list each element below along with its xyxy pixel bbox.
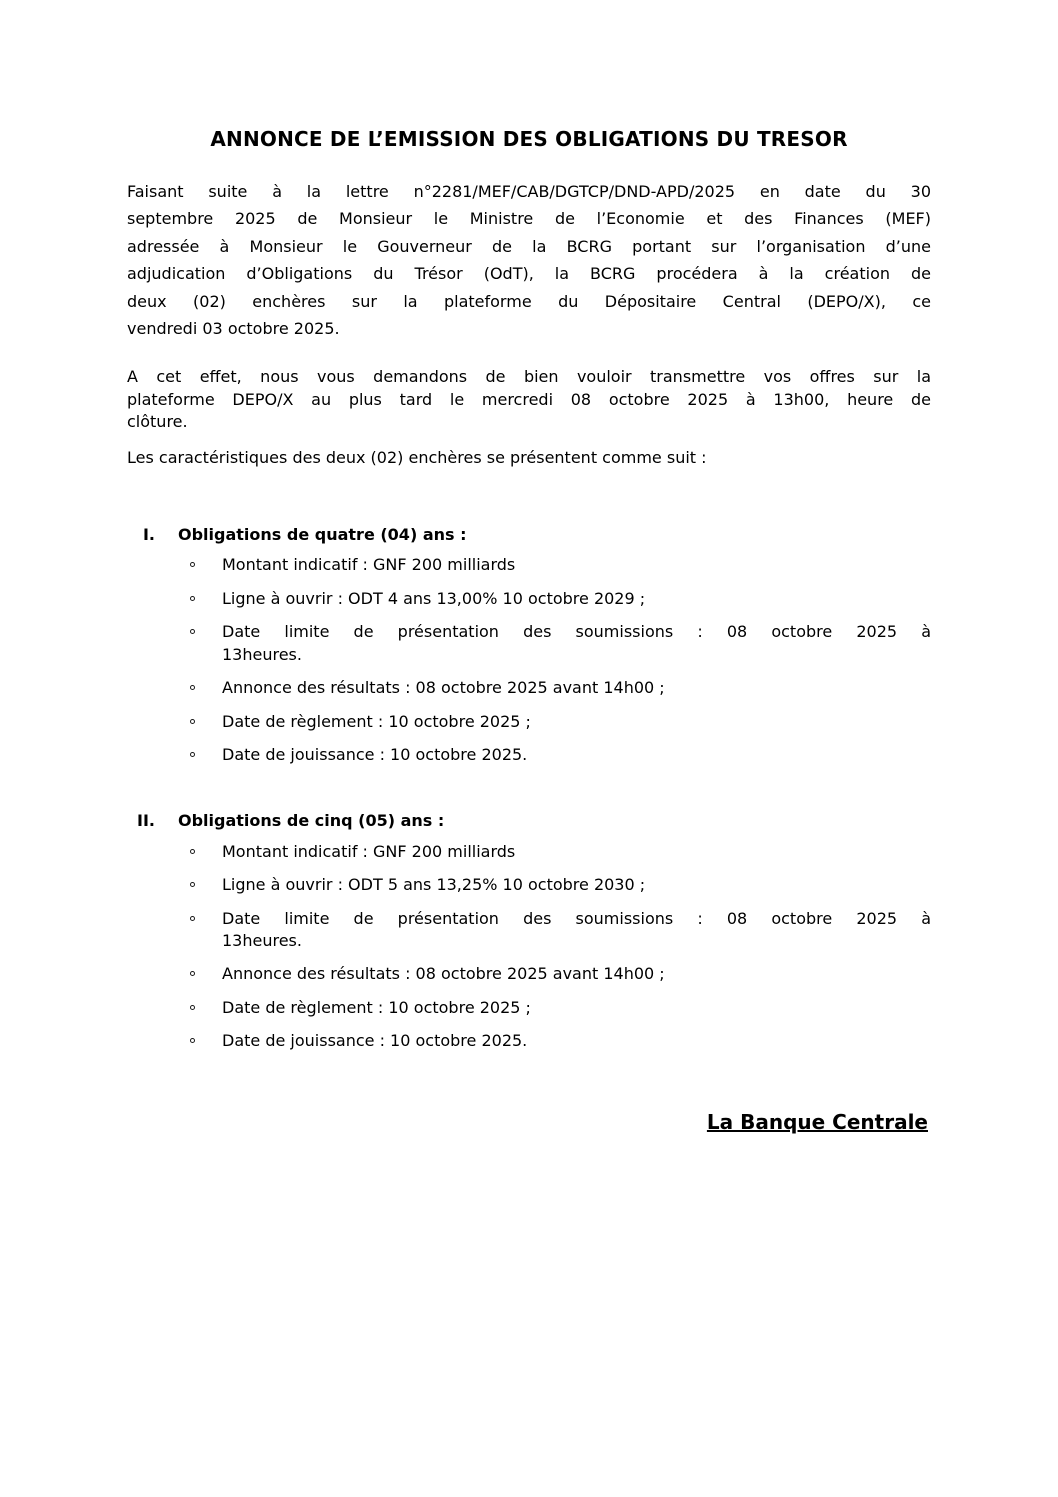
text-line: Date de jouissance : 10 octobre 2025. <box>222 744 528 764</box>
bullet-list <box>127 841 931 1053</box>
text-line: Date de jouissance : 10 octobre 2025. <box>222 1031 528 1051</box>
text-line: septembre 2025 de Monsieur le Ministre de l’Economie et des Finances (MEF) <box>127 209 931 229</box>
section-heading <box>127 524 931 546</box>
text-line: Date limite de présentation des soumissions : 08 octobre 2025 à <box>222 908 931 928</box>
text-line: Ligne à ouvrir : ODT 4 ans 13,00% 10 octobre 2029 ; <box>222 588 646 608</box>
bullet-list <box>127 554 931 766</box>
list-item <box>127 1030 931 1052</box>
list-item <box>127 744 931 766</box>
section-numeral: II. <box>137 811 155 831</box>
text-line: adressée à Monsieur le Gouverneur de la BCRG portant sur l’organisation d’une <box>127 236 931 256</box>
text-line: adjudication d’Obligations du Trésor (OdT), la BCRG procédera à la création de <box>127 264 931 284</box>
text-line: Annonce des résultats : 08 octobre 2025 avant 14h00 ; <box>222 678 665 698</box>
text-line: 13heures. <box>222 644 302 664</box>
text-line: Les caractéristiques des deux (02) enchères se présentent comme suit : <box>127 447 707 467</box>
text-line: Montant indicatif : GNF 200 milliards <box>222 555 516 575</box>
text-line: plateforme DEPO/X au plus tard le mercredi 08 octobre 2025 à 13h00, heure de <box>127 389 931 409</box>
list-item <box>127 997 931 1019</box>
text-line: Date limite de présentation des soumissions : 08 octobre 2025 à <box>222 622 931 642</box>
text-line: Ligne à ouvrir : ODT 5 ans 13,25% 10 octobre 2030 ; <box>222 875 646 895</box>
list-item <box>127 841 931 863</box>
section-heading-text: Obligations de cinq (05) ans : <box>178 811 445 831</box>
text-line: deux (02) enchères sur la plateforme du Dépositaire Central (DEPO/X), ce <box>127 291 931 311</box>
text-line: A cet effet, nous vous demandons de bien vouloir transmettre vos offres sur la <box>127 367 931 387</box>
list-item <box>127 621 931 666</box>
list-item <box>127 554 931 576</box>
text-line: Annonce des résultats : 08 octobre 2025 avant 14h00 ; <box>222 964 665 984</box>
list-item <box>127 677 931 699</box>
circle-bullet-icon <box>190 882 195 887</box>
circle-bullet-icon <box>190 629 195 634</box>
list-item <box>127 874 931 896</box>
circle-bullet-icon <box>190 849 195 854</box>
section-obligations-5-ans <box>127 810 931 1052</box>
text-line: Montant indicatif : GNF 200 milliards <box>222 841 516 861</box>
text-line: 13heures. <box>222 930 302 950</box>
text-line: Date de règlement : 10 octobre 2025 ; <box>222 711 531 731</box>
circle-bullet-icon <box>190 562 195 567</box>
circle-bullet-icon <box>190 719 195 724</box>
document-title: ANNONCE DE L’EMISSION DES OBLIGATIONS DU TRESOR <box>210 127 848 151</box>
circle-bullet-icon <box>190 1038 195 1043</box>
list-item <box>127 908 931 953</box>
signature: La Banque Centrale <box>706 1109 928 1134</box>
circle-bullet-icon <box>190 685 195 690</box>
paragraph-lead-in <box>127 447 931 469</box>
circle-bullet-icon <box>190 971 195 976</box>
text-line: vendredi 03 octobre 2025. <box>127 319 340 339</box>
list-item <box>127 588 931 610</box>
list-item <box>127 963 931 985</box>
paragraph-intro <box>127 178 931 342</box>
section-obligations-4-ans <box>127 524 931 766</box>
circle-bullet-icon <box>190 1005 195 1010</box>
section-heading <box>127 810 931 832</box>
section-heading-text: Obligations de quatre (04) ans : <box>178 525 467 545</box>
text-line: clôture. <box>127 412 188 432</box>
list-item <box>127 711 931 733</box>
circle-bullet-icon <box>190 596 195 601</box>
text-line: Faisant suite à la lettre n°2281/MEF/CAB/DGTCP/DND-APD/2025 en date du 30 <box>127 182 931 201</box>
circle-bullet-icon <box>190 916 195 921</box>
section-numeral: I. <box>142 525 155 545</box>
text-line: Date de règlement : 10 octobre 2025 ; <box>222 997 531 1017</box>
circle-bullet-icon <box>190 752 195 757</box>
paragraph-deadline <box>127 366 931 433</box>
